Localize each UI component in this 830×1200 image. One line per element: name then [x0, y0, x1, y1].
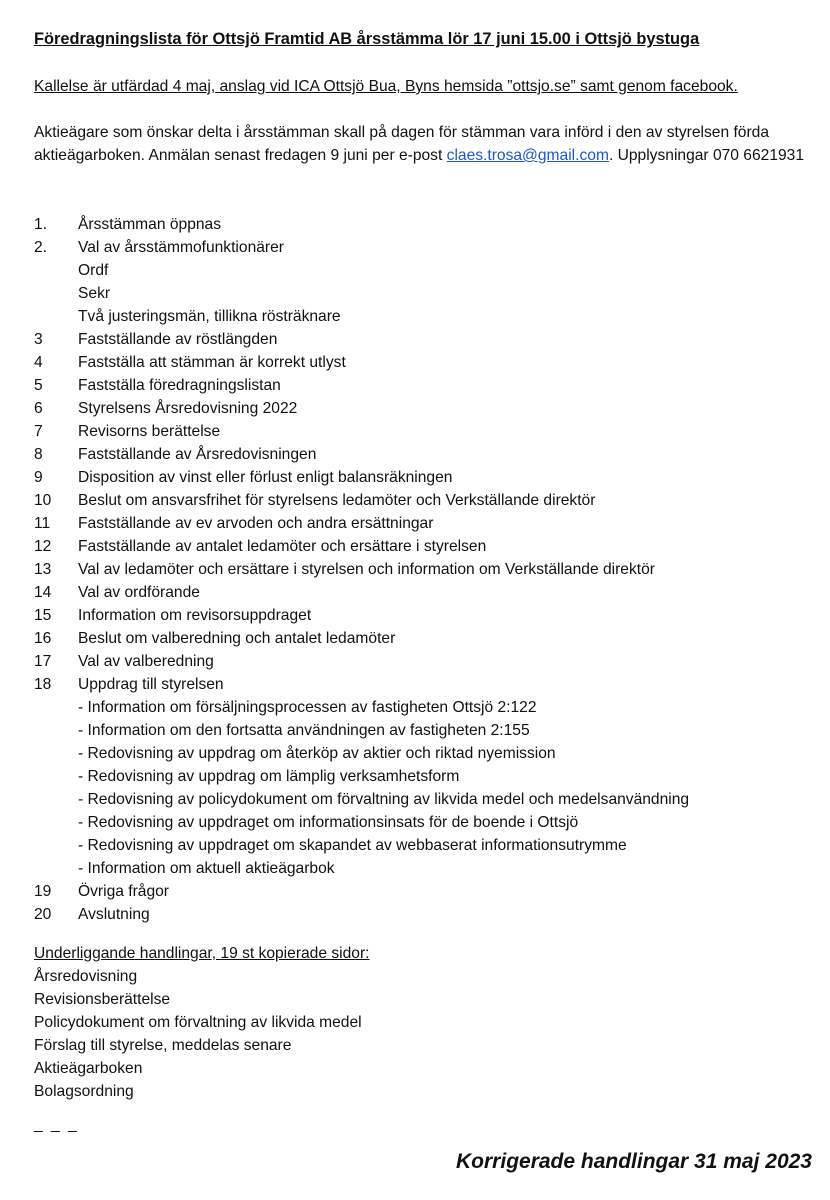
agenda-item-number: 9: [34, 469, 43, 486]
agenda-item: [34, 374, 814, 397]
agenda-item: [34, 236, 814, 259]
agenda-subitem: - Redovisning av policydokument om förvaltning av likvida medel och medelsanvändning: [78, 791, 690, 808]
agenda-item: [34, 903, 814, 926]
agenda-item-text: Fastställa föredragningslistan: [78, 377, 281, 394]
agenda-subitem: - Information om aktuell aktieägarbok: [78, 860, 335, 877]
agenda-item: [34, 397, 814, 420]
documents-heading: Underliggande handlingar, 19 st kopierade sidor:: [34, 945, 370, 962]
agenda-subitem: Två justeringsmän, tillikna rösträknare: [78, 308, 341, 325]
agenda-item: [34, 650, 814, 673]
agenda-item: [34, 466, 814, 489]
correction-footer: Korrigerade handlingar 31 maj 2023: [456, 1150, 812, 1173]
agenda-item-number: 16: [34, 630, 52, 647]
agenda-item-number: 20: [34, 906, 52, 923]
agenda-item: [34, 558, 814, 581]
document-item: Aktieägarboken: [34, 1060, 143, 1077]
agenda-item-number: 19: [34, 883, 52, 900]
documents-section: [34, 942, 370, 1103]
agenda-item-number: 15: [34, 607, 52, 624]
agenda-subitem: - Redovisning av uppdraget om informationsinsats för de boende i Ottsjö: [78, 814, 579, 831]
agenda-item-text: Disposition av vinst eller förlust enligt balansräkningen: [78, 469, 453, 486]
agenda-item-text: Beslut om ansvarsfrihet för styrelsens ledamöter och Verkställande direktör: [78, 492, 596, 509]
agenda-item-text: Revisorns berättelse: [78, 423, 221, 440]
agenda-item-number: 11: [34, 515, 51, 532]
agenda-item: [34, 420, 814, 443]
agenda-item-text: Val av ordförande: [78, 584, 200, 601]
agenda-item-number: 3: [34, 331, 43, 348]
agenda-item: [34, 673, 814, 696]
agenda-item-text: Beslut om valberedning och antalet ledamöter: [78, 630, 396, 647]
document-item: Årsredovisning: [34, 968, 138, 985]
agenda-item: [34, 604, 814, 627]
agenda-item: [34, 512, 814, 535]
document-item: Förslag till styrelse, meddelas senare: [34, 1037, 292, 1054]
agenda-item-text: Val av ledamöter och ersättare i styrelsen och information om Verkställande direktör: [78, 561, 655, 578]
agenda-item-number: 13: [34, 561, 52, 578]
agenda-item-text: Fastställande av antalet ledamöter och ersättare i styrelsen: [78, 538, 487, 555]
agenda-subitem: - Information om försäljningsprocessen av fastigheten Ottsjö 2:122: [78, 699, 537, 716]
agenda-item-number: 7: [34, 423, 43, 440]
agenda-item-number: 6: [34, 400, 43, 417]
agenda-item: [34, 328, 814, 351]
agenda-subitem: - Information om den fortsatta användningen av fastigheten 2:155: [78, 722, 530, 739]
agenda-subitem: - Redovisning av uppdraget om skapandet av webbaserat informationsutrymme: [78, 837, 627, 854]
agenda-item-text: Avslutning: [78, 906, 150, 923]
agenda-item-text: Val av årsstämmofunktionärer: [78, 239, 284, 256]
agenda-item: [34, 443, 814, 466]
agenda-item-text: Fastställande av röstlängden: [78, 331, 278, 348]
agenda-item-number: 10: [34, 492, 52, 509]
agenda-item-number: 17: [34, 653, 52, 670]
agenda-item: [34, 627, 814, 650]
agenda-item-text: Information om revisorsuppdraget: [78, 607, 312, 624]
document-item: Bolagsordning: [34, 1083, 134, 1100]
meeting-notice: Kallelse är utfärdad 4 maj, anslag vid ICA Ottsjö Bua, Byns hemsida ”ottsjo.se” samt genom facebook.: [34, 78, 738, 95]
agenda-item-number: 4: [34, 354, 43, 371]
agenda-subitem: - Redovisning av uppdrag om återköp av aktier och riktad nyemission: [78, 745, 556, 762]
agenda-item-text: Fastställa att stämman är korrekt utlyst: [78, 354, 346, 371]
document-item: Policydokument om förvaltning av likvida medel: [34, 1014, 362, 1031]
agenda-item: [34, 581, 814, 604]
agenda-item: [34, 880, 814, 903]
agenda-item-text: Fastställande av ev arvoden och andra ersättningar: [78, 515, 434, 532]
agenda-item-number: 8: [34, 446, 43, 463]
agenda-subitem: Ordf: [78, 262, 109, 279]
agenda-item: [34, 535, 814, 558]
agenda-subitem: Sekr: [78, 285, 111, 302]
agenda-item-number: 5: [34, 377, 43, 394]
document-item: Revisionsberättelse: [34, 991, 171, 1008]
agenda-item-text: Val av valberedning: [78, 653, 214, 670]
agenda-item-text: Uppdrag till styrelsen: [78, 676, 224, 693]
registration-info: [34, 121, 809, 167]
registration-text: Aktieägare som önskar delta i årsstämman skall på dagen för stämman vara införd i den av styrelsen förda aktieägarboken. Anmälan senast fredagen 9 juni per e-post: [34, 124, 769, 164]
agenda-item-number: 1.: [34, 216, 48, 233]
agenda-item: [34, 213, 814, 236]
agenda-list: [34, 213, 814, 926]
agenda-item-number: 18: [34, 676, 52, 693]
agenda-item-number: 2.: [34, 239, 48, 256]
agenda-item-text: Styrelsens Årsredovisning 2022: [78, 400, 298, 417]
email-link[interactable]: claes.trosa@gmail.com: [446, 147, 609, 164]
agenda-item-number: 14: [34, 584, 52, 601]
agenda-subitem: - Redovisning av uppdrag om lämplig verksamhetsform: [78, 768, 460, 785]
agenda-item: [34, 489, 814, 512]
contact-phone-text: . Upplysningar 070 6621931: [608, 147, 805, 164]
agenda-item-text: Årsstämman öppnas: [78, 216, 222, 233]
agenda-item-number: 12: [34, 538, 52, 555]
agenda-item-text: Övriga frågor: [78, 883, 169, 900]
dash-divider: _ _ _: [34, 1116, 79, 1133]
agenda-item: [34, 351, 814, 374]
document-title: Föredragningslista för Ottsjö Framtid AB årsstämma lör 17 juni 15.00 i Ottsjö bystuga: [34, 30, 700, 48]
agenda-item-text: Fastställande av Årsredovisningen: [78, 446, 317, 463]
